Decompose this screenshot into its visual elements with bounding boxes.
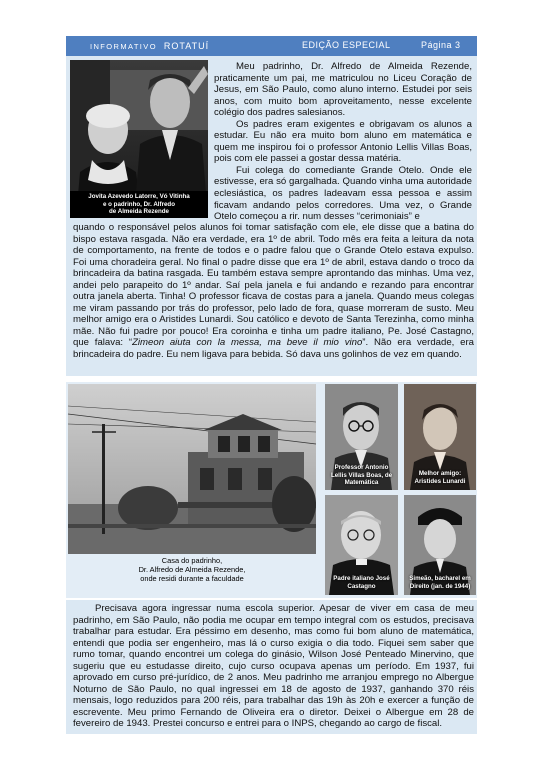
- page-number: Página 3: [421, 40, 461, 50]
- caption-line: Castagno: [347, 582, 376, 590]
- friend-caption: [404, 470, 476, 485]
- professor-portrait: [325, 384, 398, 490]
- caption-line: Lellis Villas Boas, de: [330, 471, 393, 479]
- professor-caption: [325, 464, 398, 487]
- caption-line: Dr. Alfredo de Almeida Rezende,: [138, 565, 246, 574]
- paragraph: Fui colega do comediante Grande Otelo. Onde ele estivesse, era só gargalhada. Quando vinha uma autoridade eclesiástica, os padres ladeavam essa pessoa e assim ficavam andando pelos corredores. Uma vez, o Grande Otelo começou a rir. num desses “cerimoniais” e: [214, 164, 472, 223]
- paragraph-end: ”. Não era verdade, era brincadeira do padre. Eu nem ligava para bebida. Só dava uns golinhos de vez em quando.: [73, 337, 474, 361]
- caption-line: e o padrinho, Dr. Alfredo: [103, 200, 175, 208]
- caption-line: Padre italiano José: [333, 575, 390, 582]
- house-photo-caption: [68, 556, 316, 583]
- caption-line: Simeão, bacharel em: [409, 575, 471, 582]
- caption-line: Matemática: [344, 479, 379, 487]
- caption-line: Aristides Lunardi: [414, 477, 466, 485]
- simeao-caption: [404, 575, 476, 590]
- edition-label: EDIÇÃO ESPECIAL: [302, 40, 391, 50]
- paragraph: Os padres eram exigentes e obrigavam os alunos a estudar. Eu não era muito bom aluno em matemática e quem me inspirou foi o professor Antonio Lellis Villas Boas, pois com ele passei a gostar dessa matéria.: [214, 118, 472, 165]
- italian-quote: Zimeon aiuta con la messa, ma beve il mio vino: [132, 337, 363, 349]
- paragraph: Meu padrinho, Dr. Alfredo de Almeida Rezende, praticamente um pai, me matriculou no Liceu Coração de Jesus, em São Paulo, como aluno interno. Estudei por seis anos, com muito bom aproveitamento, nesse excelente colégio dos padres salesianos.: [214, 61, 472, 119]
- family-photo-caption: [70, 191, 208, 218]
- publication-name: ROTATUÍ: [163, 41, 210, 51]
- caption-line: Casa do padrinho,: [161, 556, 223, 565]
- publication-prefix: INFORMATIVO: [90, 42, 157, 51]
- article-text-right: [214, 61, 472, 223]
- priest-caption: [325, 575, 398, 590]
- caption-line: de Almeida Rezende: [109, 208, 169, 216]
- house-photo: [68, 384, 316, 583]
- caption-line: Jovita Azevedo Latorre, Vó Vitinha: [88, 193, 190, 200]
- priest-portrait: [325, 495, 398, 595]
- caption-line: Direito (jan. de 1944): [409, 582, 471, 590]
- article-text-full: [73, 222, 474, 361]
- article-text-bottom: [73, 603, 474, 730]
- simeao-portrait: [404, 495, 476, 595]
- paragraph: [73, 222, 474, 361]
- publication-title: [90, 41, 209, 51]
- caption-line: onde residi durante a faculdade: [140, 574, 244, 583]
- family-photo: [70, 60, 208, 218]
- paragraph: Precisava agora ingressar numa escola superior. Apesar de viver em casa de meu padrinho, em São Paulo, não podia me ocupar em tempo integral com os estudos, precisava trabalhar para estudar. Era péssimo em desenho, mas como fui bom aluno de matemática, entendi que podia ser engenheiro, mas lá o curso exigia o dia todo. Fiquei sem saber que rumo tomar, quando encontrei um colega do ginásio, Wilson José Penteado Minervino, que sugeriu que eu estudasse direito, cujo curso ocupava apenas um período. Em 1937, fui aprovado em curso pré-jurídico, de 2 anos. Meu padrinho me arranjou emprego no Albergue Noturno de São Paulo, no qual ingressei em 18 de agosto de 1937, ganhando 370 réis mensais, logo reduzidos para 200 réis, para trabalhar das 19h às 20h e exercer a função de escrevente. Meu primo Fernando de Oliveira era o diretor. Deixei o Albergue em 28 de fevereiro de 1943. Prestei concurso e entrei para o INPS, chegando ao cargo de fiscal.: [73, 603, 474, 730]
- page-header: [66, 36, 477, 56]
- friend-portrait: [404, 384, 476, 490]
- paragraph-start: quando o responsável pelos alunos foi tomar satisfação com ele, ele disse que a batina do bispo estava rasgada. Não era verdade, era 1º de abril. Todo mês era feita a leitura da nota de comportamento, na frente de todos e o padre falou que o Grande Otelo estava expulso. Foi uma choradeira geral. No final o padre disse que era 1º de abril, estava dando o troco da brincadeira da batina rasgada. Eu também estava sempre aprontando das minhas. Uma vez, andei pelo parapeito do 1º andar. Saí pela janela e fui andando e rezando para encontrar outra janela aberta. Tinha! O professor ficava de costas para a janela. Quando meus colegas me viram passando por trás do professor, pelo lado de fora, quase morreram de susto. Meu melhor amigo era o Aristides Lunardi. Sou católico e devoto de Santa Terezinha, como minha mãe. Não fui padre por pouco! Era coroinha e tinha um padre italiano, Pe. José Castagno, que falava: “: [73, 222, 474, 349]
- caption-line: Melhor amigo:: [418, 470, 462, 477]
- caption-line: Professor Antonio: [334, 464, 389, 471]
